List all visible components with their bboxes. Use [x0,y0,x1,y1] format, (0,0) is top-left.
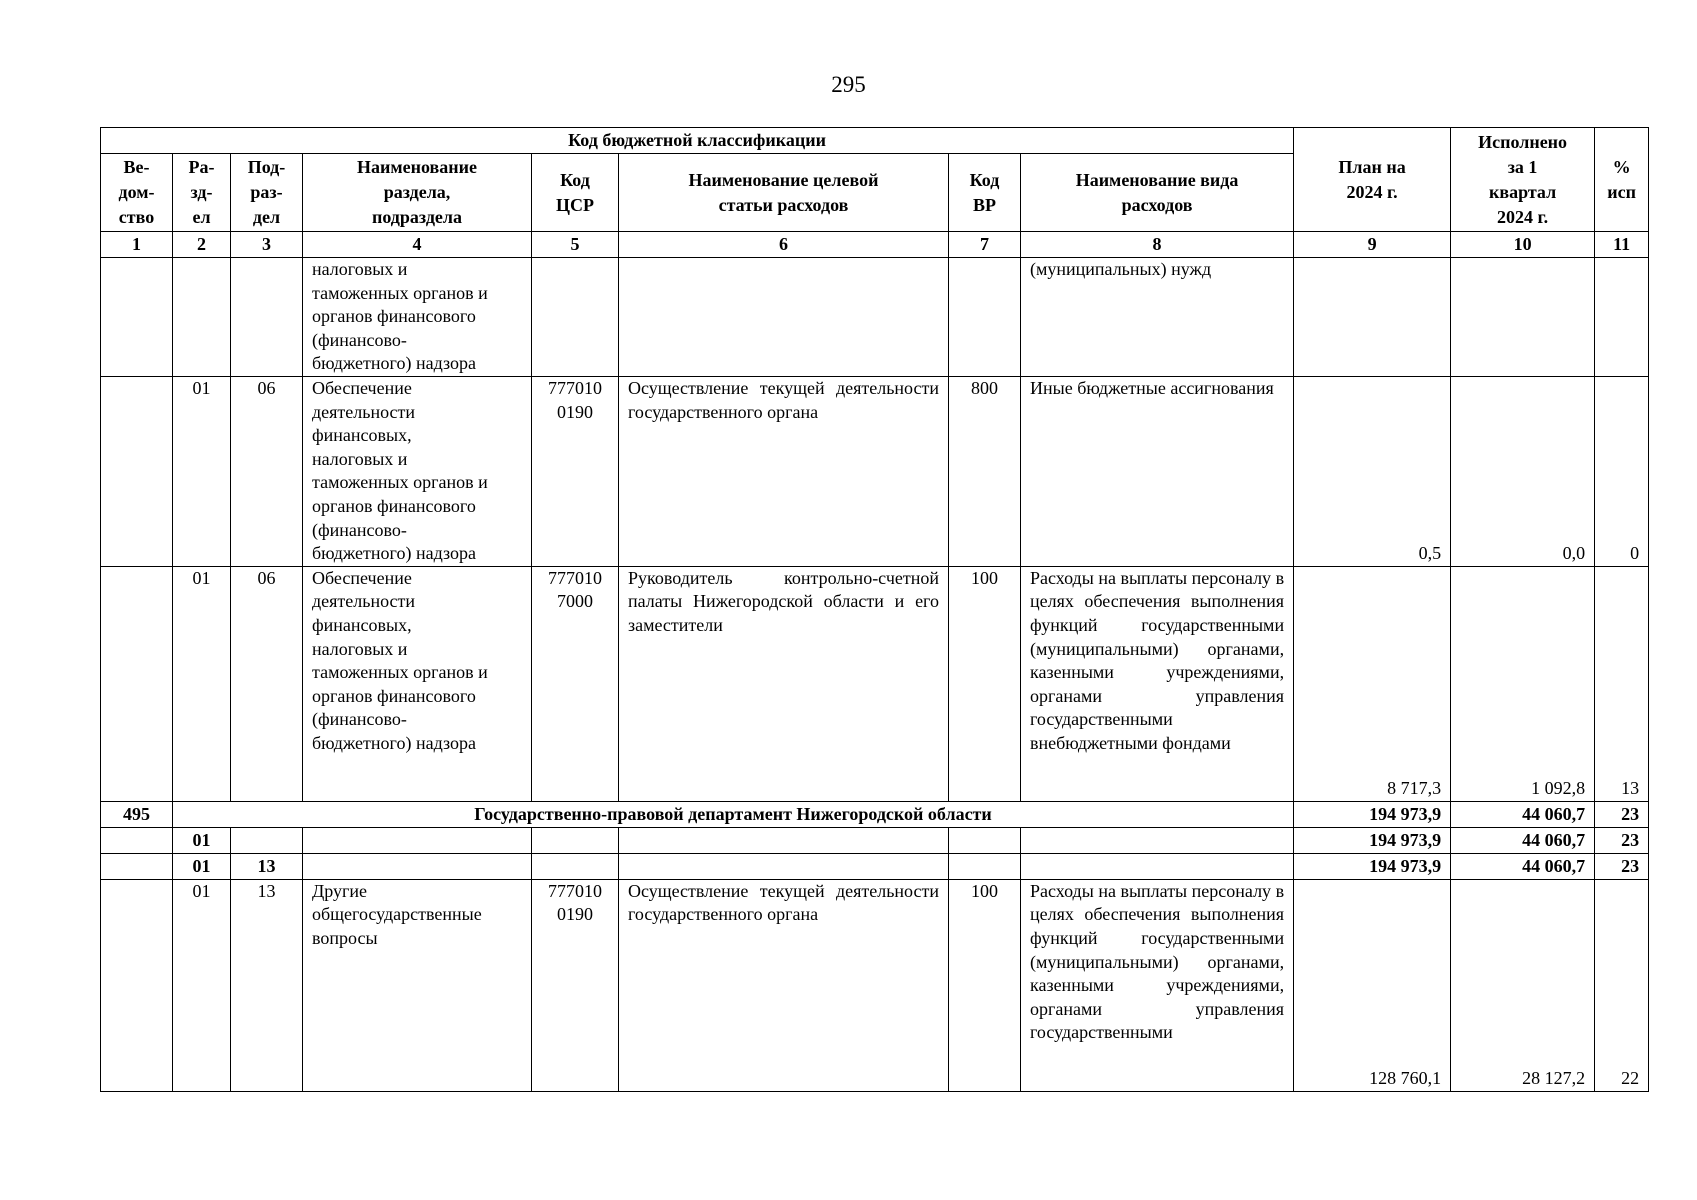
cell-vr: 800 [949,377,1021,567]
cell-section-name: Другие общегосударственные вопросы [303,879,532,1091]
column-number: 2 [173,232,231,258]
cell-executed [1451,258,1595,377]
cell-razdel [173,258,231,377]
cell-percent: 0 [1595,377,1649,567]
header-col-9: План на 2024 г. [1294,128,1451,232]
column-number-row [101,232,1649,258]
cell-executed: 1 092,8 [1451,566,1595,801]
cell-ved [101,827,173,853]
header-col-8: Наименование вида расходов [1021,154,1294,232]
cell-percent [1595,258,1649,377]
cell-percent: 23 [1595,801,1649,827]
cell-ved [101,258,173,377]
cell-executed: 44 060,7 [1451,801,1595,827]
header-col-1: Ве- дом- ство [101,154,173,232]
cell-razdel: 01 [173,879,231,1091]
cell-target-name: Осуществление текущей деятельности государственного органа [619,377,949,567]
cell-vr: 100 [949,566,1021,801]
cell-vr: 100 [949,879,1021,1091]
page-number: 295 [831,72,866,97]
column-number: 7 [949,232,1021,258]
cell-podrazdel [231,827,303,853]
cell-expense-type: Расходы на выплаты персоналу в целях обеспечения выполнения функций государственными (муниципальными) органами, казенными учреждениями, органами управления государственными внебюджетными фондами [1021,566,1294,801]
cell-ved [101,853,173,879]
cell-razdel: 01 [173,853,231,879]
cell-expense-type [1021,853,1294,879]
cell-ved [101,377,173,567]
column-number: 6 [619,232,949,258]
table-row [101,377,1649,567]
cell-executed: 44 060,7 [1451,853,1595,879]
table-row [101,879,1649,1091]
cell-executed: 44 060,7 [1451,827,1595,853]
cell-target-name [619,827,949,853]
column-number: 4 [303,232,532,258]
cell-target-name [619,258,949,377]
column-number: 8 [1021,232,1294,258]
budget-table [100,127,1649,1092]
cell-vr [949,853,1021,879]
table-row [101,566,1649,801]
column-number: 10 [1451,232,1595,258]
subtotal-row [101,827,1649,853]
cell-ved [101,879,173,1091]
header-col-10: Исполнено за 1 квартал 2024 г. [1451,128,1595,232]
column-number: 1 [101,232,173,258]
cell-percent: 23 [1595,853,1649,879]
header-col-3: Под- раз- дел [231,154,303,232]
cell-executed: 28 127,2 [1451,879,1595,1091]
cell-podrazdel [231,258,303,377]
header-col-5: Код ЦСР [532,154,619,232]
cell-expense-type: Расходы на выплаты персоналу в целях обеспечения выполнения функций государственными (муниципальными) органами, казенными учреждениями, органами управления государственными [1021,879,1294,1091]
cell-plan: 194 973,9 [1294,801,1451,827]
subtotal-row [101,853,1649,879]
cell-plan: 194 973,9 [1294,827,1451,853]
header-col-7: Код ВР [949,154,1021,232]
cell-csr [532,853,619,879]
cell-expense-type [1021,827,1294,853]
cell-percent: 23 [1595,827,1649,853]
cell-razdel: 01 [173,827,231,853]
cell-csr: 777010 7000 [532,566,619,801]
table-row [101,258,1649,377]
cell-razdel: 01 [173,377,231,567]
cell-vr [949,827,1021,853]
column-number: 5 [532,232,619,258]
cell-plan: 128 760,1 [1294,879,1451,1091]
cell-target-name: Осуществление текущей деятельности государственного органа [619,879,949,1091]
cell-plan: 0,5 [1294,377,1451,567]
header-col-11: % исп [1595,128,1649,232]
cell-expense-type: Иные бюджетные ассигнования [1021,377,1294,567]
cell-razdel: 01 [173,566,231,801]
cell-podrazdel: 13 [231,879,303,1091]
cell-csr [532,258,619,377]
department-row [101,801,1649,827]
cell-podrazdel: 13 [231,853,303,879]
header-col-6: Наименование целевой статьи расходов [619,154,949,232]
header-group-title: Код бюджетной классификации [101,128,1294,154]
cell-section-name: Обеспечение деятельности финансовых, налоговых и таможенных органов и органов финансового (финансово- бюджетного) надзора [303,377,532,567]
cell-plan [1294,258,1451,377]
cell-ved: 495 [101,801,173,827]
cell-csr [532,827,619,853]
cell-podrazdel: 06 [231,566,303,801]
cell-ved [101,566,173,801]
cell-target-name: Руководитель контрольно-счетной палаты Нижегородской области и его заместители [619,566,949,801]
header-col-2: Ра- зд- ел [173,154,231,232]
cell-section-name [303,853,532,879]
cell-csr: 777010 0190 [532,377,619,567]
cell-podrazdel: 06 [231,377,303,567]
cell-plan: 194 973,9 [1294,853,1451,879]
cell-expense-type: (муниципальных) нужд [1021,258,1294,377]
cell-plan: 8 717,3 [1294,566,1451,801]
column-number: 11 [1595,232,1649,258]
column-number: 3 [231,232,303,258]
header-col-4: Наименование раздела, подраздела [303,154,532,232]
cell-target-name [619,853,949,879]
cell-vr [949,258,1021,377]
cell-section-name: налоговых и таможенных органов и органов финансового (финансово- бюджетного) надзора [303,258,532,377]
cell-section-name [303,827,532,853]
cell-percent: 22 [1595,879,1649,1091]
cell-executed: 0,0 [1451,377,1595,567]
column-number: 9 [1294,232,1451,258]
cell-section-name: Обеспечение деятельности финансовых, налоговых и таможенных органов и органов финансового (финансово- бюджетного) надзора [303,566,532,801]
department-name: Государственно-правовой департамент Нижегородской области [173,801,1294,827]
cell-csr: 777010 0190 [532,879,619,1091]
cell-percent: 13 [1595,566,1649,801]
